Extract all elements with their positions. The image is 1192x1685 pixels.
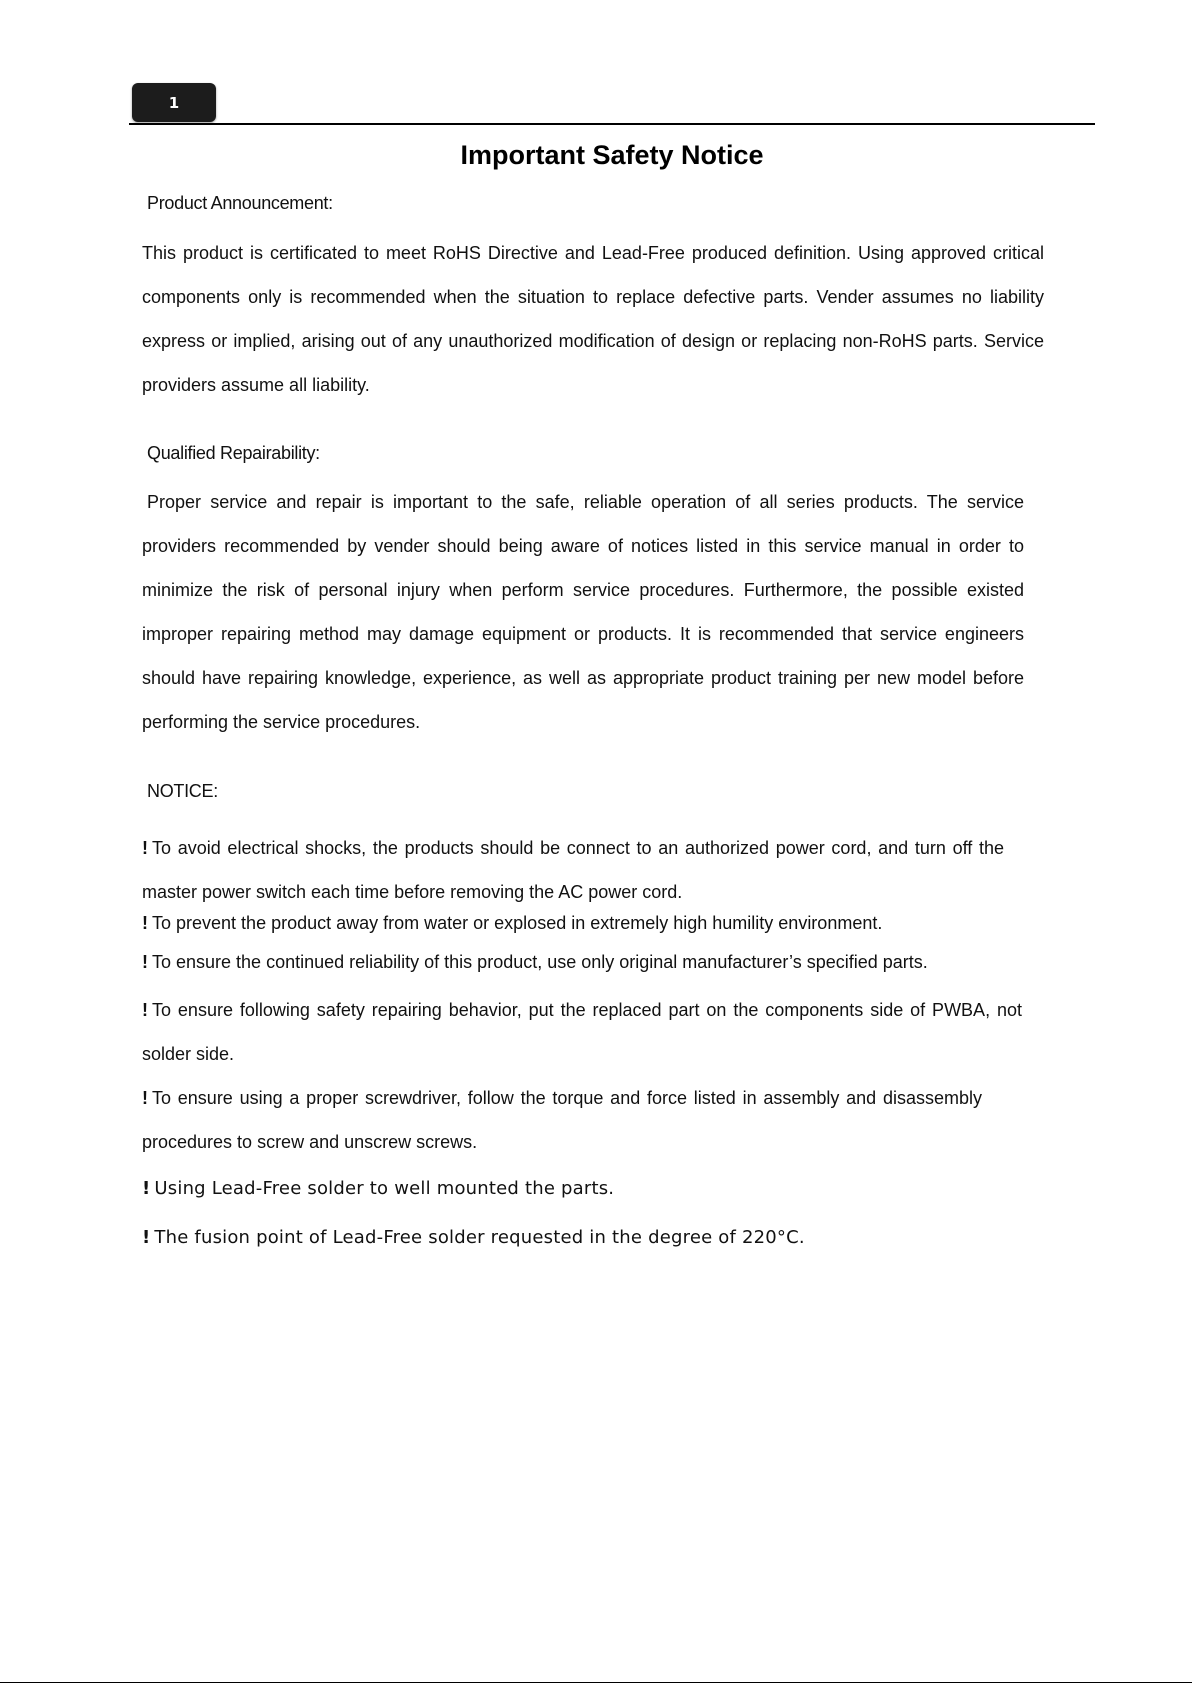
repairability-paragraph: Proper service and repair is important to the safe, reliable operation of all series products. The service providers recommended by vender should being aware of notices listed in this service manual in order to minimize the risk of personal injury when perform service procedures. Furthermore, the possible existed improper repairing method may damage equipment or products. It is recommended that service engineers should have repairing knowledge, experience, as well as appropriate product training per new model before performing the service procedures.	[142, 492, 1024, 732]
notice-item-text: To ensure using a proper screwdriver, follow the torque and force listed in assembly and disassembly procedures to screw and unscrew screws.	[142, 1088, 982, 1152]
notice-item	[142, 826, 1004, 914]
notice-item-text: To ensure following safety repairing behavior, put the replaced part on the components side of PWBA, not solder side.	[142, 1000, 1022, 1064]
notice-item	[142, 950, 1042, 974]
notice-item-text: Using Lead-Free solder to well mounted the parts.	[154, 1178, 615, 1199]
notice-item-text: To prevent the product away from water or explosed in extremely high humility environment.	[152, 913, 883, 933]
warning-bullet-icon: !	[142, 952, 148, 972]
warning-bullet-icon: !	[142, 1088, 148, 1108]
notice-item-text: To ensure the continued reliability of this product, use only original manufacturer’s specified parts.	[152, 952, 928, 972]
repairability-heading: Qualified Repairability:	[147, 443, 320, 463]
footer-divider	[0, 1682, 1192, 1683]
warning-bullet-icon: !	[142, 1227, 151, 1248]
header-divider	[129, 123, 1095, 125]
notice-item-text: The fusion point of Lead-Free solder requested in the degree of 220°C.	[154, 1227, 805, 1248]
notice-item	[142, 988, 1022, 1076]
page-title: Important Safety Notice	[460, 140, 764, 170]
warning-bullet-icon: !	[142, 1000, 148, 1020]
notice-item-text: To avoid electrical shocks, the products should be connect to an authorized power cord, and turn off the master power switch each time before removing the AC power cord.	[142, 838, 1004, 902]
page-number: 1	[168, 93, 180, 112]
warning-bullet-icon: !	[142, 838, 148, 858]
page-number-badge	[132, 83, 216, 122]
notice-item	[142, 1176, 1042, 1202]
notice-heading: NOTICE:	[147, 781, 218, 801]
notice-item	[142, 1225, 1042, 1251]
notice-item	[142, 1076, 982, 1164]
warning-bullet-icon: !	[142, 1178, 151, 1199]
announcement-paragraph: This product is certificated to meet RoHS Directive and Lead-Free produced definition. Using approved critical components only is recommended when the situation to replace defective parts. Vender assumes no liability express or implied, arising out of any unauthorized modification of design or replacing non-RoHS parts. Service providers assume all liability.	[142, 243, 1044, 395]
announcement-heading: Product Announcement:	[147, 193, 333, 213]
notice-item	[142, 911, 1042, 935]
warning-bullet-icon: !	[142, 913, 148, 933]
